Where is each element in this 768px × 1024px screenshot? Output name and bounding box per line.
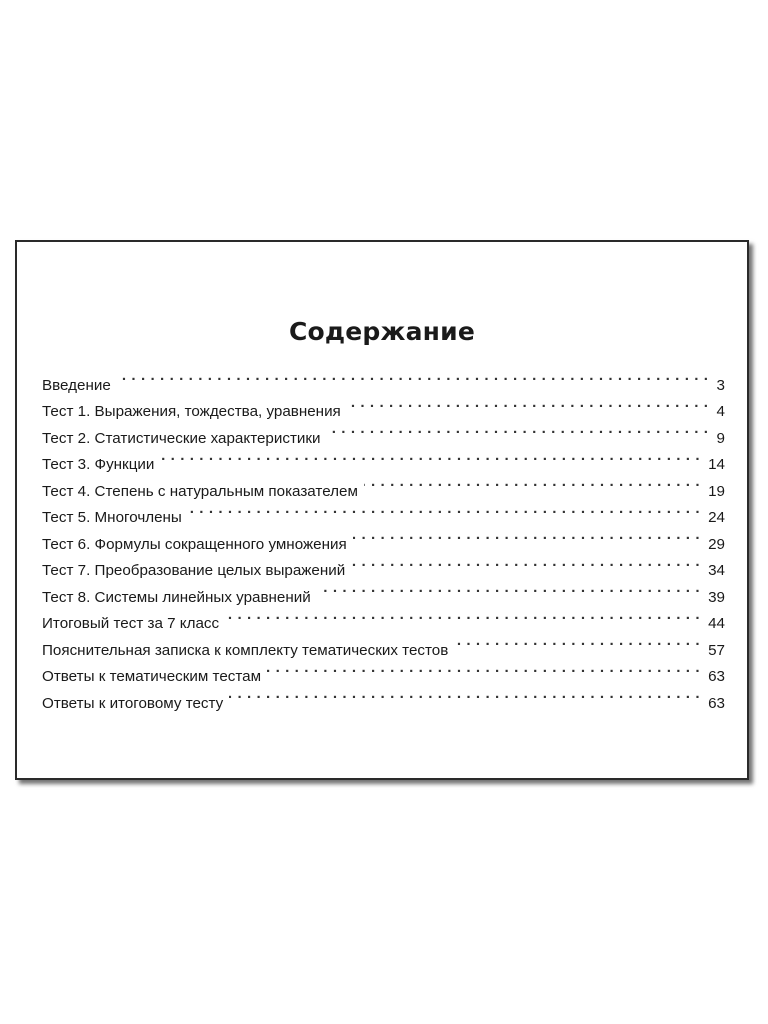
toc-entry-label: Ответы к тематическим тестам [42,668,262,685]
toc-entry-page-number: 9 [716,429,725,447]
toc-entry-page-number: 63 [708,668,725,685]
toc-entry-page-number: 57 [708,641,725,659]
toc-entry-label: Тест 8. Системы линейных уравнений [42,588,311,606]
dot-leader [317,575,700,602]
table-of-contents [42,363,725,712]
toc-entry-page-number: 14 [708,456,725,473]
dot-leader [229,681,700,708]
toc-entry-label: Тест 1. Выражения, тождества, уравнения [42,403,341,420]
dot-leader [347,390,709,417]
dot-leader [160,443,700,470]
toc-entry-page-number: 29 [708,535,725,553]
toc-entry-page-number: 3 [716,376,725,394]
dot-leader [454,628,700,655]
dot-leader [188,496,700,523]
toc-entry-test-1[interactable] [42,390,725,420]
dot-leader [225,602,700,629]
toc-entry-label: Итоговый тест за 7 класс [42,615,220,632]
toc-entry-page-number: 44 [708,615,725,632]
toc-entry-page-number: 34 [708,562,725,579]
toc-entry-label: Тест 2. Статистические характеристики [42,429,321,447]
dot-leader [353,522,700,549]
toc-entry-label: Тест 5. Многочлены [42,509,182,526]
page-title: Содержание [288,317,476,346]
dot-leader [351,549,700,576]
toc-entry-label: Тест 6. Формулы сокращенного умножения [42,535,347,553]
toc-entry-label: Ответы к итоговому тесту [42,694,224,712]
toc-entry-introduction[interactable] [42,363,725,394]
toc-entry-page-number: 19 [708,482,725,500]
toc-entry-page-number: 24 [708,509,725,526]
dot-leader [267,655,700,682]
toc-entry-label: Тест 4. Степень с натуральным показателем [42,482,358,500]
toc-entry-page-number: 4 [716,403,725,420]
document-page [15,240,749,780]
toc-entry-label: Тест 3. Функции [42,456,155,473]
dot-leader [364,469,700,496]
dot-leader [117,363,709,390]
toc-entry-page-number: 39 [708,588,725,606]
toc-entry-label: Тест 7. Преобразование целых выражений [42,562,346,579]
dot-leader [327,416,709,443]
toc-entry-page-number: 63 [708,694,725,712]
toc-entry-label: Введение [42,376,111,394]
toc-entry-label: Пояснительная записка к комплекту тематических тестов [42,641,449,659]
